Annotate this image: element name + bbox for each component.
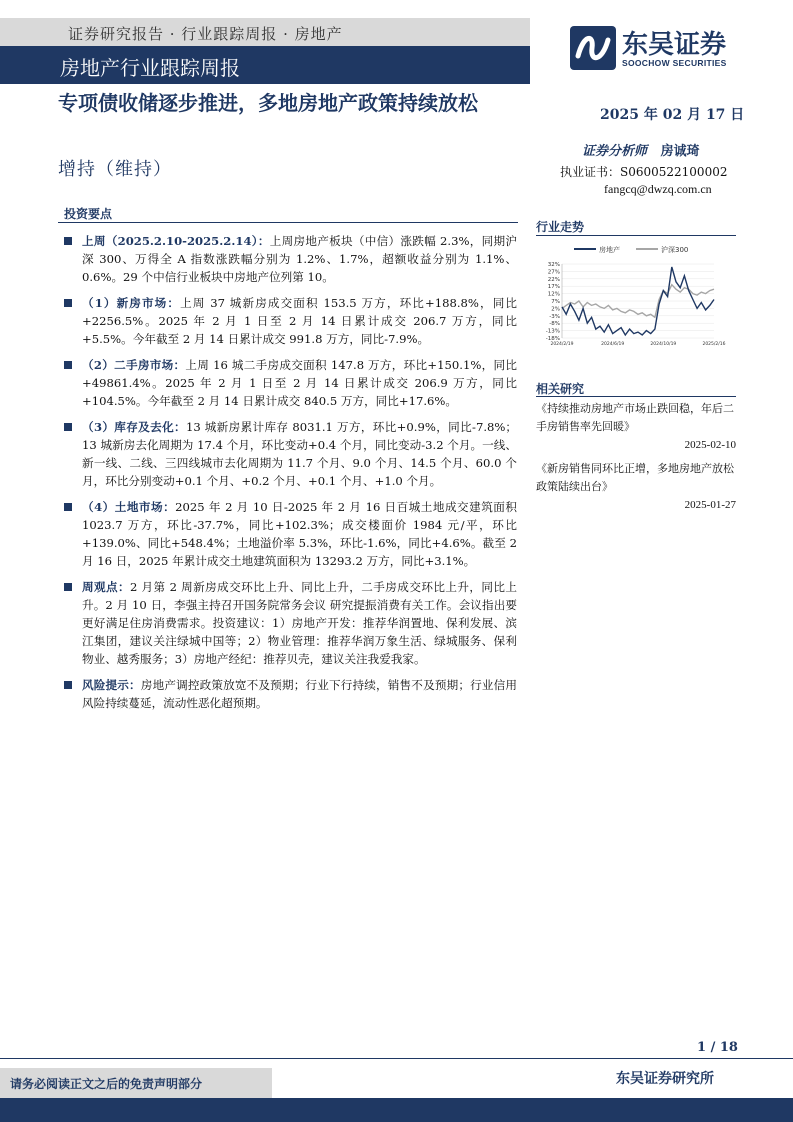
bullet-square-icon — [64, 423, 72, 431]
bullet-square-icon — [64, 583, 72, 591]
brand-name-en: SOOCHOW SECURITIES — [622, 58, 727, 68]
x-tick-label: 2025/2/16 — [702, 342, 726, 347]
legend-label: 沪深300 — [661, 246, 689, 254]
bullet-head: 周观点： — [82, 580, 131, 594]
bullet-item — [62, 232, 517, 286]
divider — [58, 222, 518, 223]
x-tick-label: 2024/6/19 — [601, 342, 625, 347]
footer-brand: 东吴证券研究所 — [616, 1071, 714, 1087]
report-title: 专项债收储逐步推进，多地房地产政策持续放松 — [58, 91, 478, 115]
bullet-text: 上周 37 城新房成交面积 153.5 万方，环比+188.8%，同比+2256.5%。2025 年 2 月 1 日至 2 月 14 日累计成交 206.7 万方，同比+5.5%。今年截至 2 月 14 日累计成交 991.8 万方，同比-7.9%。 — [82, 296, 517, 346]
brand-name-cn: 东吴证券 — [622, 30, 727, 60]
breadcrumb: 证券研究报告 · 行业跟踪周报 · 房地产 — [68, 25, 343, 43]
bullet-head: 风险提示： — [82, 678, 141, 692]
analyst — [582, 140, 700, 159]
y-tick-label: 27% — [547, 269, 560, 276]
y-tick-label: -8% — [549, 321, 560, 328]
logo-mark-icon — [570, 26, 616, 70]
bullet-item — [62, 676, 517, 712]
research-item[interactable] — [536, 460, 736, 514]
related-research — [536, 400, 736, 520]
y-tick-label: 7% — [551, 299, 560, 305]
bottom-bar — [0, 1098, 793, 1122]
research-title: 相关研究 — [536, 382, 585, 396]
y-tick-label: 32% — [547, 262, 560, 268]
bullet-head: （4）土地市场： — [82, 500, 176, 514]
bullet-item — [62, 498, 517, 570]
bullet-text: 上周 16 城二手房成交面积 147.8 万方，环比+150.1%，同比+49861.4%。2025 年 2 月 1 日至 2 月 14 日累计成交 206.9 万方，同比+104.5%。今年截至 2 月 14 日累计成交 840.5 万方，同比+17.6%。 — [82, 358, 517, 408]
analyst-label: 证券分析师 — [582, 144, 648, 159]
bullet-text: 13 城新房累计库存 8031.1 万方，环比+0.9%，同比-7.8%；13 城新房去化周期为 17.4 个月，环比变动+0.4 个月，同比变动-3.2 个月。一线、新一线、二线、三四线城市去化周期为 11.7 个月、9.0 个月、14.5 个月、60.0 个月，环比分别变动+0.1 个月、+0.2 个月、+0.1 个月、+1.0 个月。 — [82, 420, 517, 488]
footer-divider — [0, 1058, 793, 1059]
x-tick-label: 2024/2/19 — [550, 342, 574, 347]
page-number: 1 / 18 — [697, 1040, 738, 1055]
bullet-square-icon — [64, 237, 72, 245]
y-tick-label: -3% — [549, 313, 560, 320]
bullet-head: （2）二手房市场： — [82, 358, 186, 372]
bullet-item — [62, 356, 517, 410]
divider — [536, 396, 736, 397]
y-tick-label: -18% — [545, 336, 560, 342]
trend-chart-svg — [536, 242, 726, 352]
y-tick-label: 22% — [547, 276, 560, 283]
y-tick-label: 12% — [547, 291, 560, 298]
y-tick-label: -13% — [545, 328, 560, 335]
disclaimer-bar — [0, 1068, 272, 1098]
report-date: 2025 年 02 月 17 日 — [600, 107, 745, 123]
trend-title: 行业走势 — [536, 220, 585, 234]
analyst-name: 房诚琦 — [660, 144, 700, 159]
brand-logo — [570, 26, 745, 70]
research-item-date: 2025-01-27 — [684, 499, 736, 511]
bullet-item — [62, 418, 517, 490]
divider — [536, 235, 736, 236]
rating: 增持（维持） — [58, 159, 172, 180]
research-item[interactable] — [536, 400, 736, 454]
bullet-text: 房地产调控政策放宽不及预期；行业下行持续，销售不及预期；行业信用风险持续蔓延，流动性恶化超预期。 — [82, 678, 517, 710]
bullet-square-icon — [64, 299, 72, 307]
bullet-square-icon — [64, 503, 72, 511]
bullet-item — [62, 294, 517, 348]
analyst-email[interactable]: fangcq@dwzq.com.cn — [604, 182, 712, 196]
report-type-bar — [0, 46, 530, 84]
research-item-title[interactable]: 《新房销售同环比正增，多地房地产放松政策陆续出台》 — [536, 462, 734, 493]
legend-label: 房地产 — [599, 246, 620, 254]
bullet-square-icon — [64, 681, 72, 689]
bullet-square-icon — [64, 361, 72, 369]
bullet-item — [62, 578, 517, 668]
y-tick-label: 17% — [547, 284, 560, 291]
analyst-cert: 执业证书：S0600522100002 — [560, 165, 728, 179]
bullet-head: 上周（2025.2.10-2025.2.14）： — [82, 234, 270, 248]
bullet-text: 2025 年 2 月 10 日-2025 年 2 月 16 日百城土地成交建筑面积 1023.7 万方，环比-37.7%，同比+102.3%；成交楼面价 1984 元/平，环比+139.0%、同比+548.4%；土地溢价率 5.3%，环比-1.6%，同比+4.6%。截至 2 月 16 日，2025 年累计成交土地建筑面积为 13293.2 万方，同比+3.1%。 — [82, 500, 517, 568]
breadcrumb-bar — [0, 18, 530, 46]
research-item-date: 2025-02-10 — [684, 439, 736, 451]
y-tick-label: 2% — [551, 306, 560, 313]
research-item-title[interactable]: 《持续推动房地产市场止跌回稳，年后二手房销售率先回暖》 — [536, 402, 734, 433]
x-tick-label: 2024/10/19 — [650, 342, 677, 347]
bullet-head: （3）库存及去化： — [82, 420, 186, 434]
report-type: 房地产行业跟踪周报 — [60, 56, 240, 80]
trend-chart — [536, 242, 726, 352]
investment-title: 投资要点 — [64, 207, 113, 221]
bullet-text: 2 月第 2 周新房成交环比上升、同比上升，二手房成交环比上升，同比上升。2 月 10 日，李强主持召开国务院常务会议 研究提振消费有关工作。会议指出要更好满足住房消费需求。投资建议：1）房地产开发：推荐华润置地、保利发展、滨江集团，建议关注绿城中国等；2）物业管理：推荐华润万象生活、绿城服务、保利物业、越秀服务；3）房地产经纪：推荐贝壳，建议关注我爱我家。 — [82, 580, 517, 666]
bullet-head: （1）新房市场： — [82, 296, 181, 310]
investment-bullets — [62, 232, 517, 720]
bullet-text: 上周房地产板块（中信）涨跌幅 2.3%，同期沪深 300、万得全 A 指数涨跌幅分别为 1.2%、1.7%，超额收益分别为 1.1%、0.6%。29 个中信行业板块中房地产位列第 10。 — [82, 234, 517, 284]
disclaimer-text: 请务必阅读正文之后的免责声明部分 — [10, 1077, 203, 1091]
